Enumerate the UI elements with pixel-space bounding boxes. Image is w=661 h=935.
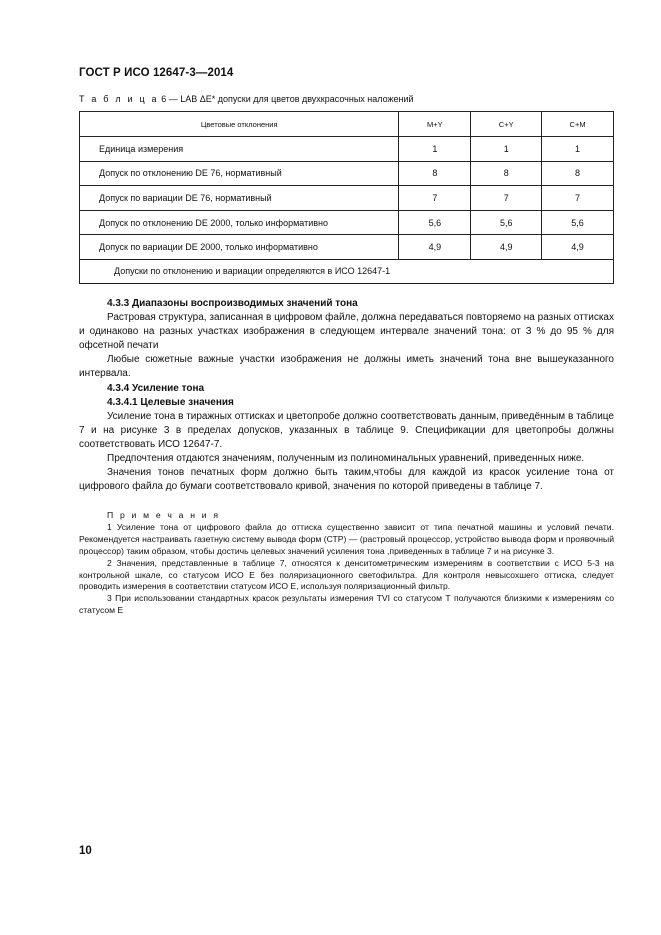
cell-value: 4,9 bbox=[542, 235, 614, 260]
tolerance-table bbox=[79, 111, 614, 284]
table-caption-prefix: Т а б л и ц а bbox=[79, 94, 159, 104]
document-header: ГОСТ Р ИСО 12647-3—2014 bbox=[79, 67, 234, 79]
note-item: 1 Усиление тона от цифрового файла до оттиска существенно зависит от типа печатной машины и условий печати. Рекомендуется настраивать газетную систему вывода форм (СТР) — (растровый процессор, устройство вывода форм и проявочный процессор) таким образом, чтобы достичь целевых значений усиления тона ,приведенных в таблице 7 и на рисунке 3. bbox=[79, 521, 614, 556]
cell-value: 7 bbox=[542, 186, 614, 211]
table-row bbox=[80, 210, 614, 235]
cell-value: 1 bbox=[471, 137, 542, 162]
paragraph: Значения тонов печатных форм должно быть таким,чтобы для каждой из красок усиление тона от цифрового файла до бумаги соответствовало кривой, значения по которой приведены в таблице 7. bbox=[79, 467, 614, 493]
table-row bbox=[80, 161, 614, 186]
row-label: Допуск по вариации DE 2000, только информативно bbox=[80, 235, 399, 260]
cell-value: 8 bbox=[542, 161, 614, 186]
table-row bbox=[80, 235, 614, 260]
section-heading: 4.3.4 Усиление тона bbox=[107, 382, 205, 394]
table-row bbox=[80, 186, 614, 211]
table-caption-text: 6 — LAB ΔE* допуски для цветов двухкрасочных наложений bbox=[161, 94, 414, 104]
note-item: 2 Значения, представленные в таблице 7, относятся к денситометрическим измерениям в соответствии с ИСО 5-3 на контрольной шкале, со статусом ИСО Е без поляризационного светофильтра. Для контроля невысохшего оттиска, следует проводить измерения в соответствии статусом ИСО Е, используя поляризационный фильтр. bbox=[79, 557, 614, 592]
cell-value: 8 bbox=[471, 161, 542, 186]
row-label: Допуск по вариации DE 76, нормативный bbox=[80, 186, 399, 211]
paragraph: Предпочтения отдаются значениям, полученным из полиноминальных уравнений, приведенных ниже. bbox=[107, 453, 585, 465]
row-label: Единица измерения bbox=[80, 137, 399, 162]
table-header-row bbox=[80, 112, 614, 137]
note-item: 3 При использовании стандартных красок результаты измерения TVI со статусом Т получаются близкими к измерениям со статусом Е bbox=[79, 593, 614, 616]
cell-value: 5,6 bbox=[471, 210, 542, 235]
table-note-row bbox=[80, 259, 614, 283]
cell-value: 5,6 bbox=[542, 210, 614, 235]
page-number: 10 bbox=[79, 845, 92, 857]
paragraph: Растровая структура, записанная в цифровом файле, должна передаваться повторяемо на разных оттисках и одинаково на разных участках изображения в следующем интервале значений тона: от 3 % до 95 % для офсетной печати bbox=[79, 312, 614, 352]
cell-value: 4,9 bbox=[471, 235, 542, 260]
paragraph: Усиление тона в тиражных оттисках и цветопробе должно соответствовать данным, приведённым в таблице 7 и на рисунке 3 в пределах допусков, указанных в таблице 9. Спецификации для цветопробы должны соответствовать ИСО 12647-7. bbox=[79, 410, 614, 450]
table-caption bbox=[79, 94, 414, 104]
subsection-heading: 4.3.4.1 Целевые значения bbox=[107, 396, 234, 408]
column-header: С+М bbox=[542, 112, 614, 137]
section-heading: 4.3.3 Диапазоны воспроизводимых значений тона bbox=[107, 298, 358, 309]
column-header: Цветовые отклонения bbox=[80, 112, 399, 137]
cell-value: 7 bbox=[471, 186, 542, 211]
column-header: C+Y bbox=[471, 112, 542, 137]
cell-value: 4,9 bbox=[399, 235, 471, 260]
cell-value: 1 bbox=[542, 137, 614, 162]
row-label: Допуск по отклонению DE 76, нормативный bbox=[80, 161, 399, 186]
cell-value: 1 bbox=[399, 137, 471, 162]
cell-value: 8 bbox=[399, 161, 471, 186]
column-header: М+Y bbox=[399, 112, 471, 137]
notes-title: П р и м е ч а н и я bbox=[107, 510, 221, 520]
table-note: Допуски по отклонению и вариации определяются в ИСО 12647-1 bbox=[80, 259, 614, 283]
row-label: Допуск по отклонению DE 2000, только информативно bbox=[80, 210, 399, 235]
table-row bbox=[80, 137, 614, 162]
cell-value: 7 bbox=[399, 186, 471, 211]
section-4-3-3 bbox=[79, 297, 614, 494]
cell-value: 5,6 bbox=[399, 210, 471, 235]
paragraph: Любые сюжетные важные участки изображения не должны иметь значений тона вне вышеуказанного интервала. bbox=[79, 354, 614, 380]
notes-block bbox=[79, 510, 614, 617]
